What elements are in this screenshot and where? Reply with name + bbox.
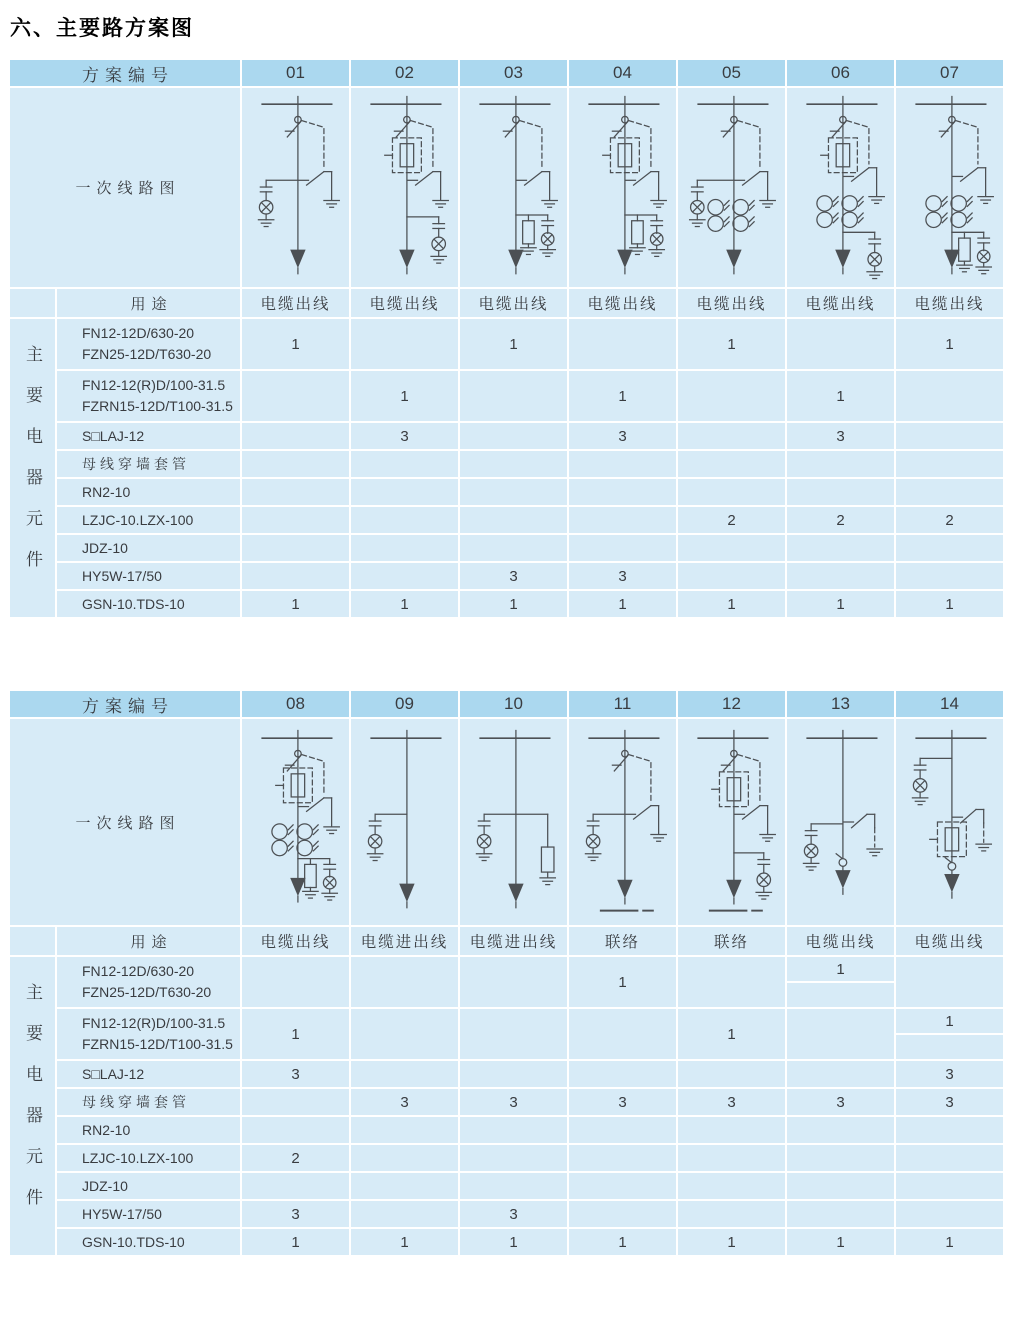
component-value-cell: 1 bbox=[895, 318, 1004, 370]
circuit-diagram-cell bbox=[241, 718, 350, 926]
component-value-cell: 2 bbox=[786, 506, 895, 534]
component-label-line: HY5W-17/50 bbox=[82, 1205, 162, 1222]
component-value-cell bbox=[786, 1060, 895, 1088]
component-label-line: FZN25-12D/T630-20 bbox=[82, 346, 212, 362]
component-label bbox=[56, 1088, 241, 1116]
component-value-cell: 3 bbox=[459, 1200, 568, 1228]
scheme-number: 14 bbox=[895, 690, 1004, 718]
circuit-diagram-cell bbox=[786, 87, 895, 288]
component-value-cell: 1 bbox=[786, 590, 895, 618]
component-value-cell: 3 bbox=[568, 562, 677, 590]
component-value-cell bbox=[786, 562, 895, 590]
diagram-row-label: 一次线路图 bbox=[9, 87, 241, 288]
component-value-cell bbox=[241, 478, 350, 506]
component-value-cell bbox=[568, 1144, 677, 1172]
component-value-cell bbox=[786, 1200, 895, 1228]
usage-cell: 电缆进出线 bbox=[459, 926, 568, 956]
scheme-table-1 bbox=[8, 58, 1005, 619]
circuit-diagram-cell bbox=[677, 718, 786, 926]
component-value-cell bbox=[786, 450, 895, 478]
component-value-cell bbox=[677, 1172, 786, 1200]
component-label-line: HY5W-17/50 bbox=[82, 567, 162, 584]
component-value-cell bbox=[786, 956, 895, 1008]
component-value-cell: 3 bbox=[459, 562, 568, 590]
scheme-number: 11 bbox=[568, 690, 677, 718]
component-label-line: S□LAJ-12 bbox=[82, 1065, 145, 1082]
component-value-cell bbox=[568, 1116, 677, 1144]
diagram-row-label: 一次线路图 bbox=[9, 718, 241, 926]
component-value-cell bbox=[459, 956, 568, 1008]
component-value-cell bbox=[350, 1060, 459, 1088]
component-label bbox=[56, 1200, 241, 1228]
scheme-number-header: 方案编号 bbox=[9, 690, 241, 718]
component-label bbox=[56, 450, 241, 478]
component-value-cell bbox=[677, 1144, 786, 1172]
circuit-diagram bbox=[243, 724, 348, 920]
component-value-cell: 3 bbox=[459, 1088, 568, 1116]
component-value-cell bbox=[350, 318, 459, 370]
component-value-cell bbox=[459, 1144, 568, 1172]
component-label-line: 母线穿墙套管 bbox=[82, 455, 190, 472]
component-value-cell bbox=[895, 422, 1004, 450]
component-value-cell bbox=[350, 450, 459, 478]
usage-cell: 电缆进出线 bbox=[350, 926, 459, 956]
component-value-cell bbox=[786, 1116, 895, 1144]
component-value-cell bbox=[568, 478, 677, 506]
page-title: 六、主要路方案图 bbox=[10, 17, 194, 40]
scheme-number: 06 bbox=[786, 59, 895, 87]
component-value-cell: 2 bbox=[895, 506, 1004, 534]
component-value-cell: 1 bbox=[568, 956, 677, 1008]
component-label-line: FZRN15-12D/T100-31.5 bbox=[82, 1036, 233, 1052]
component-value-cell: 3 bbox=[786, 422, 895, 450]
component-value-cell bbox=[677, 956, 786, 1008]
circuit-diagram bbox=[679, 724, 784, 920]
component-value-cell bbox=[677, 478, 786, 506]
component-value-cell: 1 bbox=[677, 590, 786, 618]
component-value-cell bbox=[895, 1008, 1004, 1060]
component-label bbox=[56, 478, 241, 506]
scheme-number: 13 bbox=[786, 690, 895, 718]
component-value-cell: 3 bbox=[895, 1088, 1004, 1116]
scheme-number: 07 bbox=[895, 59, 1004, 87]
component-value-cell bbox=[677, 1060, 786, 1088]
usage-cell: 电缆出线 bbox=[786, 288, 895, 318]
circuit-diagram bbox=[461, 724, 566, 920]
component-label bbox=[56, 534, 241, 562]
component-value-cell: 1 bbox=[241, 590, 350, 618]
component-value-cell: 1 bbox=[241, 1228, 350, 1256]
component-value-cell bbox=[786, 534, 895, 562]
side-label-cell bbox=[9, 956, 56, 1256]
component-value-cell bbox=[241, 450, 350, 478]
usage-cell: 电缆出线 bbox=[350, 288, 459, 318]
component-label-line: FZRN15-12D/T100-31.5 bbox=[82, 398, 233, 414]
component-value-cell: 1 bbox=[350, 370, 459, 422]
component-value-cell: 1 bbox=[786, 370, 895, 422]
component-label bbox=[56, 1172, 241, 1200]
circuit-diagram bbox=[570, 90, 675, 286]
component-value-cell: 1 bbox=[568, 1228, 677, 1256]
component-label bbox=[56, 1116, 241, 1144]
component-label-line: JDZ-10 bbox=[82, 539, 128, 556]
component-value-cell: 1 bbox=[568, 370, 677, 422]
circuit-diagram bbox=[461, 90, 566, 286]
scheme-number: 04 bbox=[568, 59, 677, 87]
component-value-cell: 1 bbox=[459, 318, 568, 370]
component-value-cell bbox=[568, 1200, 677, 1228]
tables-root bbox=[0, 58, 1010, 1257]
scheme-number: 08 bbox=[241, 690, 350, 718]
component-value-cell bbox=[677, 422, 786, 450]
component-label-line: RN2-10 bbox=[82, 483, 131, 500]
component-value-cell: 3 bbox=[241, 1200, 350, 1228]
scheme-number-header: 方案编号 bbox=[9, 59, 241, 87]
circuit-diagram bbox=[788, 90, 893, 286]
component-value-cell: 3 bbox=[350, 422, 459, 450]
component-value-top: 1 bbox=[787, 957, 894, 983]
component-value-cell bbox=[350, 562, 459, 590]
component-value-cell bbox=[895, 1172, 1004, 1200]
component-value-cell: 3 bbox=[241, 1060, 350, 1088]
component-label-line: LZJC-10.LZX-100 bbox=[82, 1149, 194, 1166]
usage-cell: 电缆出线 bbox=[568, 288, 677, 318]
component-value-cell bbox=[350, 506, 459, 534]
component-value-bottom bbox=[896, 1035, 1003, 1059]
component-value-cell bbox=[241, 422, 350, 450]
component-value-cell bbox=[241, 506, 350, 534]
side-label: 主要电器元件 bbox=[23, 345, 42, 591]
component-value-cell bbox=[241, 1172, 350, 1200]
component-value-cell bbox=[459, 534, 568, 562]
component-value-cell bbox=[895, 450, 1004, 478]
component-label-line: FN12-12(R)D/100-31.5 bbox=[82, 1015, 226, 1031]
component-value-cell: 1 bbox=[786, 1228, 895, 1256]
usage-cell: 联络 bbox=[568, 926, 677, 956]
spacer-cell bbox=[9, 926, 56, 956]
component-value-cell bbox=[350, 1200, 459, 1228]
scheme-table-2 bbox=[8, 689, 1005, 1257]
component-value-cell bbox=[568, 1060, 677, 1088]
usage-cell: 电缆出线 bbox=[459, 288, 568, 318]
component-value-cell bbox=[568, 506, 677, 534]
scheme-number: 03 bbox=[459, 59, 568, 87]
component-value-cell: 3 bbox=[895, 1060, 1004, 1088]
scheme-number: 10 bbox=[459, 690, 568, 718]
component-value-cell bbox=[241, 1116, 350, 1144]
component-value-cell: 3 bbox=[786, 1088, 895, 1116]
component-value-cell: 1 bbox=[350, 1228, 459, 1256]
component-value-cell bbox=[241, 370, 350, 422]
component-label bbox=[56, 590, 241, 618]
circuit-diagram bbox=[243, 90, 348, 286]
usage-cell: 电缆出线 bbox=[241, 288, 350, 318]
usage-cell: 电缆出线 bbox=[241, 926, 350, 956]
component-value-cell bbox=[568, 1172, 677, 1200]
component-label bbox=[56, 1060, 241, 1088]
component-label-line: FN12-12D/630-20 bbox=[82, 325, 195, 341]
component-label bbox=[56, 318, 241, 370]
component-value-cell: 1 bbox=[241, 318, 350, 370]
circuit-diagram-cell bbox=[350, 718, 459, 926]
component-value-cell bbox=[895, 1200, 1004, 1228]
component-label bbox=[56, 506, 241, 534]
circuit-diagram-cell bbox=[459, 87, 568, 288]
component-label-line: 母线穿墙套管 bbox=[82, 1093, 190, 1110]
component-value-cell: 1 bbox=[241, 1008, 350, 1060]
component-value-cell bbox=[786, 1172, 895, 1200]
component-label-line: GSN-10.TDS-10 bbox=[82, 1233, 185, 1250]
usage-cell: 电缆出线 bbox=[786, 926, 895, 956]
component-label bbox=[56, 1144, 241, 1172]
scheme-number: 09 bbox=[350, 690, 459, 718]
component-value-cell bbox=[895, 562, 1004, 590]
circuit-diagram-cell bbox=[350, 87, 459, 288]
component-value-cell bbox=[568, 1008, 677, 1060]
component-value-cell bbox=[677, 370, 786, 422]
component-value-cell: 1 bbox=[895, 1228, 1004, 1256]
circuit-diagram bbox=[352, 90, 457, 286]
circuit-diagram-cell bbox=[459, 718, 568, 926]
component-value-cell bbox=[677, 1116, 786, 1144]
component-label-line: LZJC-10.LZX-100 bbox=[82, 511, 194, 528]
component-value-cell bbox=[459, 422, 568, 450]
component-value-cell bbox=[459, 370, 568, 422]
component-value-cell bbox=[677, 562, 786, 590]
component-value-cell bbox=[459, 1172, 568, 1200]
component-value-cell bbox=[459, 1060, 568, 1088]
usage-cell: 电缆出线 bbox=[895, 926, 1004, 956]
scheme-number: 02 bbox=[350, 59, 459, 87]
scheme-number: 12 bbox=[677, 690, 786, 718]
component-value-cell: 2 bbox=[677, 506, 786, 534]
component-label bbox=[56, 956, 241, 1008]
component-value-cell: 3 bbox=[677, 1088, 786, 1116]
component-value-cell: 1 bbox=[677, 1008, 786, 1060]
component-value-cell bbox=[459, 450, 568, 478]
component-value-cell bbox=[241, 1088, 350, 1116]
component-value-cell: 1 bbox=[459, 1228, 568, 1256]
component-value-cell bbox=[241, 534, 350, 562]
component-value-cell bbox=[568, 534, 677, 562]
component-label-line: RN2-10 bbox=[82, 1121, 131, 1138]
component-value-cell bbox=[677, 1200, 786, 1228]
component-value-cell: 3 bbox=[568, 1088, 677, 1116]
component-label bbox=[56, 422, 241, 450]
component-value-cell bbox=[241, 562, 350, 590]
component-value-cell bbox=[677, 534, 786, 562]
scheme-number: 01 bbox=[241, 59, 350, 87]
usage-cell: 电缆出线 bbox=[895, 288, 1004, 318]
component-value-bottom bbox=[787, 983, 894, 1007]
circuit-diagram bbox=[897, 724, 1002, 920]
component-value-cell bbox=[895, 956, 1004, 1008]
component-value-cell bbox=[895, 1144, 1004, 1172]
component-value-cell: 3 bbox=[568, 422, 677, 450]
component-value-cell: 1 bbox=[895, 590, 1004, 618]
scheme-number: 05 bbox=[677, 59, 786, 87]
circuit-diagram bbox=[352, 724, 457, 920]
component-label-line: GSN-10.TDS-10 bbox=[82, 595, 185, 612]
circuit-diagram bbox=[788, 724, 893, 920]
usage-cell: 联络 bbox=[677, 926, 786, 956]
component-label-line: S□LAJ-12 bbox=[82, 427, 145, 444]
component-label-line: JDZ-10 bbox=[82, 1177, 128, 1194]
component-value-cell: 1 bbox=[568, 590, 677, 618]
circuit-diagram-cell bbox=[895, 718, 1004, 926]
component-label-line: FN12-12D/630-20 bbox=[82, 963, 195, 979]
component-value-cell bbox=[568, 450, 677, 478]
circuit-diagram-cell bbox=[786, 718, 895, 926]
circuit-diagram bbox=[570, 724, 675, 920]
component-value-cell bbox=[895, 370, 1004, 422]
side-label: 主要电器元件 bbox=[23, 983, 42, 1229]
component-value-cell bbox=[350, 478, 459, 506]
circuit-diagram-cell bbox=[895, 87, 1004, 288]
component-value-cell bbox=[786, 1008, 895, 1060]
component-value-cell bbox=[677, 450, 786, 478]
component-value-cell bbox=[459, 1008, 568, 1060]
component-value-cell bbox=[459, 1116, 568, 1144]
component-value-cell: 1 bbox=[677, 1228, 786, 1256]
component-label bbox=[56, 1008, 241, 1060]
component-value-cell: 2 bbox=[241, 1144, 350, 1172]
component-label-line: FZN25-12D/T630-20 bbox=[82, 984, 212, 1000]
circuit-diagram bbox=[679, 90, 784, 286]
component-value-cell bbox=[786, 1144, 895, 1172]
component-value-cell bbox=[350, 534, 459, 562]
component-value-cell: 1 bbox=[459, 590, 568, 618]
usage-row-label: 用途 bbox=[56, 926, 241, 956]
circuit-diagram-cell bbox=[568, 718, 677, 926]
component-value-top: 1 bbox=[896, 1009, 1003, 1035]
component-value-cell: 1 bbox=[350, 590, 459, 618]
component-value-cell bbox=[350, 956, 459, 1008]
component-value-cell bbox=[895, 534, 1004, 562]
component-value-cell: 1 bbox=[677, 318, 786, 370]
component-value-cell bbox=[350, 1172, 459, 1200]
component-value-cell bbox=[786, 478, 895, 506]
component-value-cell bbox=[459, 478, 568, 506]
spacer-cell bbox=[9, 288, 56, 318]
component-value-cell bbox=[895, 478, 1004, 506]
usage-cell: 电缆出线 bbox=[677, 288, 786, 318]
component-label bbox=[56, 562, 241, 590]
circuit-diagram-cell bbox=[241, 87, 350, 288]
component-label bbox=[56, 1228, 241, 1256]
component-label-line: FN12-12(R)D/100-31.5 bbox=[82, 377, 226, 393]
circuit-diagram bbox=[897, 90, 1002, 286]
component-value-cell bbox=[241, 956, 350, 1008]
component-value-cell bbox=[350, 1008, 459, 1060]
component-value-cell bbox=[786, 318, 895, 370]
component-value-cell bbox=[895, 1116, 1004, 1144]
circuit-diagram-cell bbox=[568, 87, 677, 288]
component-value-cell bbox=[568, 318, 677, 370]
side-label-cell bbox=[9, 318, 56, 618]
component-label bbox=[56, 370, 241, 422]
circuit-diagram-cell bbox=[677, 87, 786, 288]
component-value-cell: 3 bbox=[350, 1088, 459, 1116]
component-value-cell bbox=[350, 1144, 459, 1172]
component-value-cell bbox=[459, 506, 568, 534]
component-value-cell bbox=[350, 1116, 459, 1144]
usage-row-label: 用途 bbox=[56, 288, 241, 318]
